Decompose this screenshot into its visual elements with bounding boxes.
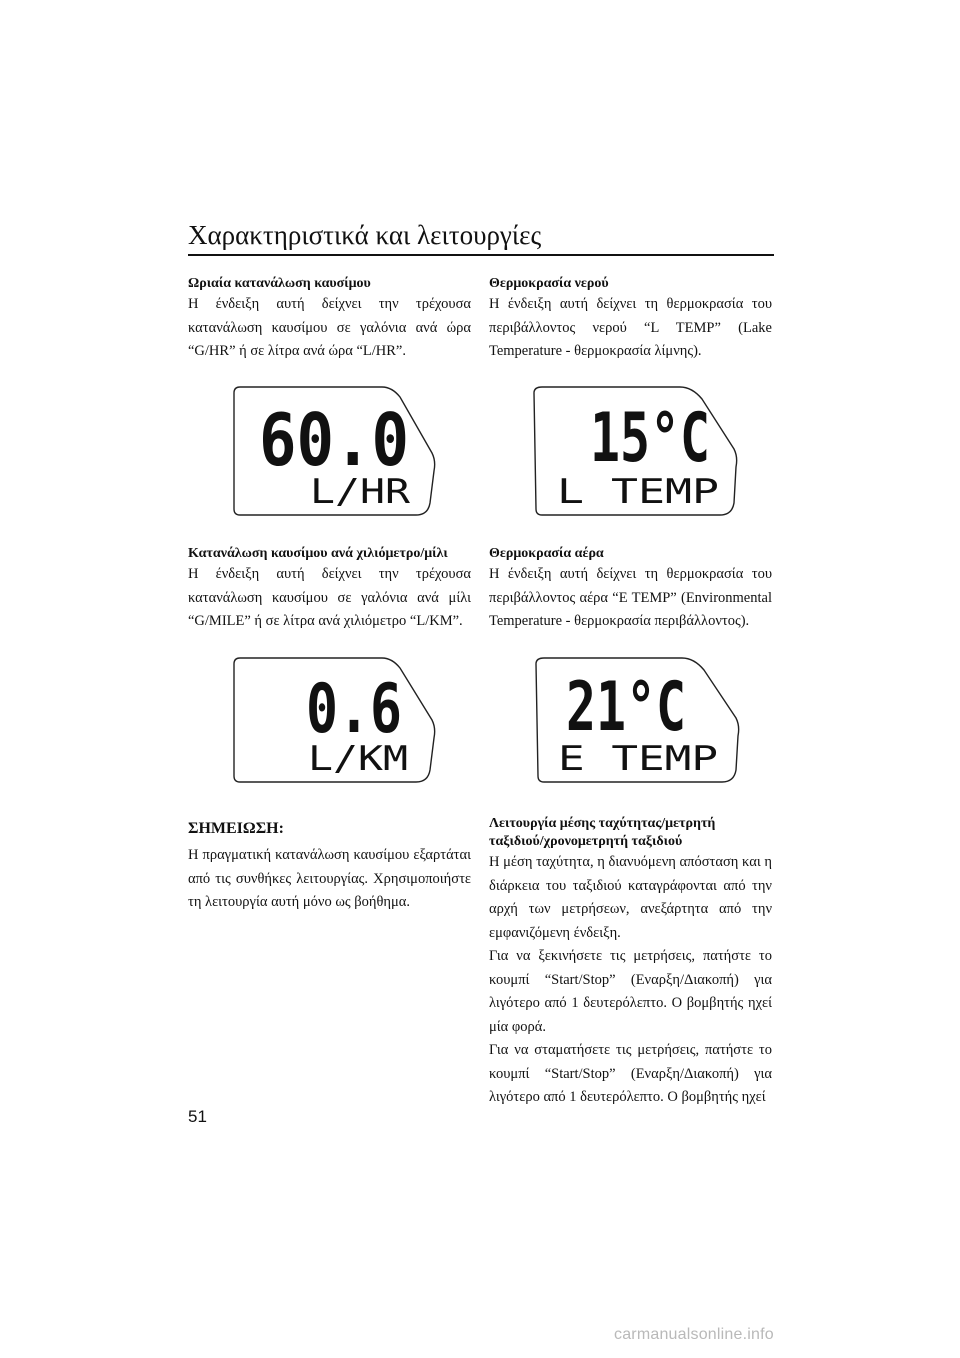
page-title: Χαρακτηριστικά και λειτουργίες [188, 220, 542, 250]
section-text: Η ένδειξη αυτή δείχνει τη θερμοκρασία του περιβάλλοντος νερού “L TEMP” (Lake Temperature - θερμοκρασία λίμνης). [489, 296, 772, 359]
trip-paragraph-2: Για να ξεκινήσετε τις μετρήσεις, πατήστε το κουμπί “Start/Stop” (Εναρξη/Διακοπή) για λιγότερο από 1 δευτερόλεπτο. Ο βομβητής ηχεί μία φορά. [489, 948, 772, 1035]
lcd-display-fuel-hour [230, 383, 440, 519]
trip-paragraph-1: Η μέση ταχύτητα, η διανυόμενη απόσταση και η διάρκεια του ταξιδιού καταγράφονται από την αρχή των μετρήσεων, ανεξάρτητα από την εμφανιζόμενη ένδειξη. [489, 854, 772, 941]
section-text: Η ένδειξη αυτή δείχνει την τρέχουσα κατανάλωση καυσίμου σε γαλόνια ανά ώρα “G/HR” ή σε λίτρα ανά ώρα “L/HR”. [188, 296, 471, 359]
section-heading: Κατανάλωση καυσίμου ανά χιλιόμετρο/μίλι [188, 546, 448, 561]
trip-paragraph-3: Για να σταματήσετε τις μετρήσεις, πατήστε το κουμπί “Start/Stop” (Εναρξη/Διακοπή) για λιγότερο από 1 δευτερόλεπτο. Ο βομβητής ηχεί [489, 1042, 772, 1105]
section-text: Η ένδειξη αυτή δείχνει την τρέχουσα κατανάλωση καυσίμου σε γαλόνια ανά μίλι “G/MILE” ή σε λίτρα ανά χιλιόμετρο “L/KM”. [188, 566, 471, 629]
title-rule [188, 254, 774, 256]
section-fuel-per-hour [188, 275, 471, 364]
section-heading: Θερμοκρασία νερού [489, 276, 609, 291]
section-fuel-per-distance [188, 545, 471, 634]
lcd-value: 0.6 [306, 670, 402, 749]
section-heading: Λειτουργία μέσης ταχύτητας/μετρητή [489, 816, 716, 831]
lcd-value: 15°C [590, 399, 710, 478]
section-text: Η ένδειξη αυτή δείχνει τη θερμοκρασία του περιβάλλοντος αέρα “E TEMP” (Environmental Temperature - θερμοκρασία περιβάλλοντος). [489, 566, 772, 629]
section-heading: Θερμοκρασία αέρα [489, 546, 604, 561]
lcd-display-fuel-km [230, 654, 440, 786]
section-water-temp [489, 275, 772, 364]
note-box [188, 818, 471, 915]
lcd-label: L/HR [310, 472, 411, 512]
note-text: Η πραγματική κατανάλωση καυσίμου εξαρτάται από τις συνθήκες λειτουργίας. Χρησιμοποιήστε τη λειτουργία αυτή μόνο ως βοήθημα. [188, 847, 471, 910]
lcd-label: L TEMP [557, 472, 719, 512]
watermark: carmanualsonline.info [614, 1326, 774, 1343]
lcd-display-air-temp [532, 654, 744, 786]
lcd-label: L/KM [308, 739, 408, 779]
section-heading: Ωριαία κατανάλωση καυσίμου [188, 276, 371, 291]
section-air-temp [489, 545, 772, 634]
page-number: 51 [188, 1107, 207, 1126]
note-heading: ΣΗΜΕΙΩΣΗ: [188, 820, 284, 837]
section-heading-continued: ταξιδιού/χρονομετρητή ταξιδιού [489, 834, 683, 849]
section-trip [489, 815, 772, 1110]
lcd-label: E TEMP [558, 739, 718, 779]
lcd-value: 21°C [566, 668, 686, 747]
lcd-display-water-temp [530, 383, 742, 519]
lcd-value: 60.0 [259, 398, 409, 482]
